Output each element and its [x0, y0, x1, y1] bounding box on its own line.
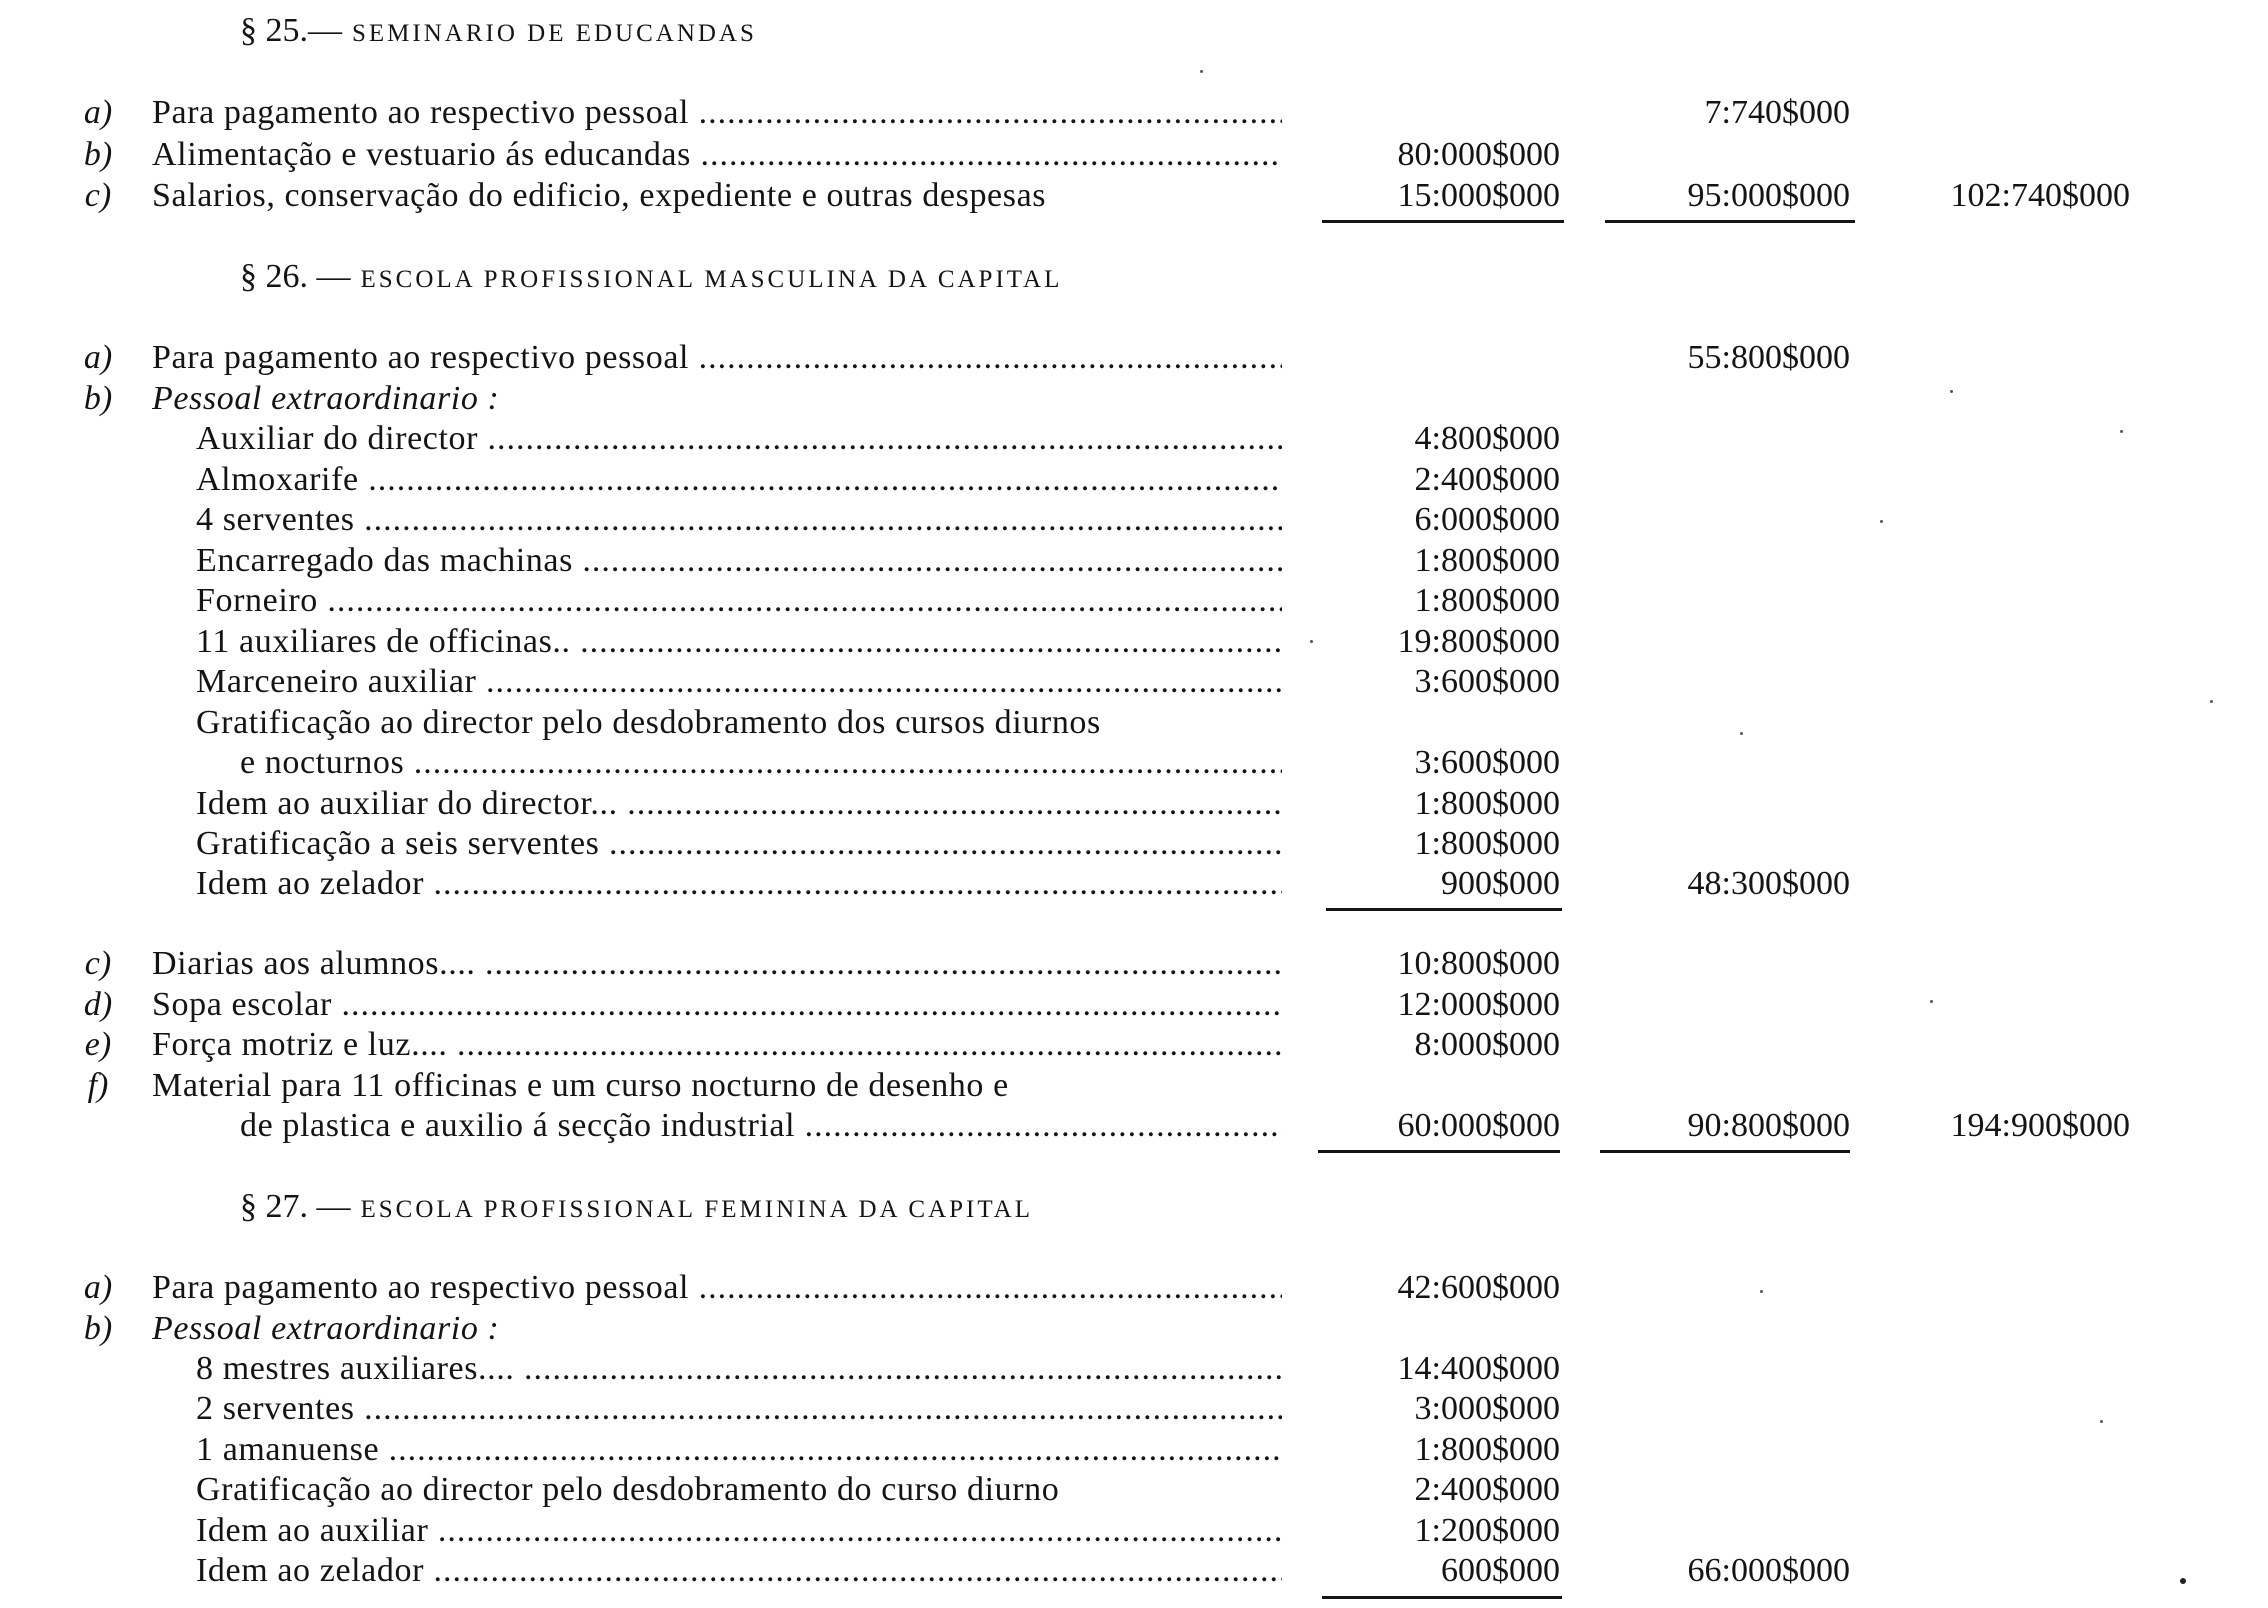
budget-line: [0, 581, 2268, 621]
line-text: Para pagamento ao respectivo pessoal .....: [152, 338, 1282, 378]
line-label: a): [83, 339, 113, 376]
amount-item: 1:800$000: [1414, 582, 1560, 619]
scan-speck: [1950, 390, 1953, 393]
amount-subtotal: 90:800$000: [1687, 1107, 1850, 1144]
line-text: Forneiro .....: [196, 581, 1282, 621]
line-text: Para pagamento ao respectivo pessoal .....: [152, 1268, 1282, 1308]
amount-item: 4:800$000: [1414, 420, 1560, 457]
line-label: a): [83, 1269, 113, 1306]
budget-line: [0, 1106, 2268, 1146]
line-text: e nocturnos .....: [240, 743, 1282, 783]
line-label: b): [83, 380, 113, 417]
line-text: Encarregado das machinas .....: [196, 541, 1282, 581]
amount-item: 14:400$000: [1397, 1350, 1560, 1387]
amount-total: 194:900$000: [1950, 1107, 2130, 1144]
line-text: Gratificação a seis serventes .....: [196, 824, 1282, 864]
line-label: c): [84, 945, 112, 982]
line-text: 11 auxiliares de officinas.. .....: [196, 622, 1282, 662]
budget-line: [0, 985, 2268, 1025]
line-text: 2 serventes .....: [196, 1389, 1282, 1429]
budget-line: [0, 460, 2268, 500]
column-rule: [1318, 1150, 1560, 1153]
budget-line: [0, 338, 2268, 378]
amount-item: 1:200$000: [1414, 1512, 1560, 1549]
scan-speck: [1310, 640, 1313, 643]
line-label: f): [87, 1067, 109, 1104]
scan-speck: [1930, 1000, 1933, 1003]
line-text: de plastica e auxilio á secção industrial .....: [240, 1106, 1282, 1146]
line-text: Diarias aos alumnos.... .....: [152, 944, 1282, 984]
budget-line: [0, 622, 2268, 662]
line-text: Material para 11 officinas e um curso nocturno de desenho e: [152, 1067, 1009, 1104]
section-title: SEMINARIO DE EDUCANDAS: [352, 20, 757, 47]
budget-line: [0, 1551, 2268, 1591]
section-number: § 27. —: [240, 1188, 351, 1225]
section-title: ESCOLA PROFISSIONAL MASCULINA DA CAPITAL: [360, 266, 1063, 293]
section-heading: [240, 258, 1062, 296]
line-text: Sopa escolar .....: [152, 985, 1282, 1025]
amount-item: 80:000$000: [1397, 136, 1560, 173]
budget-line: [0, 743, 2268, 783]
amount-total: 102:740$000: [1950, 177, 2130, 214]
amount-item: 19:800$000: [1397, 623, 1560, 660]
budget-line: [0, 379, 2268, 419]
budget-line: [0, 824, 2268, 864]
budget-line: [0, 944, 2268, 984]
section-number: § 25.—: [240, 12, 342, 49]
amount-item: 6:000$000: [1414, 501, 1560, 538]
amount-subtotal: 95:000$000: [1687, 177, 1850, 214]
amount-item: 600$000: [1441, 1552, 1560, 1589]
line-text: Idem ao zelador .....: [196, 1551, 1282, 1591]
amount-subtotal: 48:300$000: [1687, 865, 1850, 902]
section-heading: [240, 12, 757, 50]
section-number: § 26. —: [240, 258, 351, 295]
line-text: Gratificação ao director pelo desdobramento do curso diurno: [196, 1471, 1060, 1508]
line-text: Almoxarife .....: [196, 460, 1282, 500]
line-label: c): [84, 177, 112, 214]
amount-item: 2:400$000: [1414, 1471, 1560, 1508]
budget-line: [0, 93, 2268, 133]
section-heading: [240, 1188, 1033, 1226]
scan-speck: [2180, 1578, 2186, 1584]
amount-subtotal: 66:000$000: [1687, 1552, 1850, 1589]
line-text: Salarios, conservação do edificio, expediente e outras despesas: [152, 177, 1047, 214]
budget-line: [0, 1309, 2268, 1349]
amount-item: 60:000$000: [1397, 1107, 1560, 1144]
line-label: b): [83, 136, 113, 173]
line-text: Força motriz e luz.... .....: [152, 1025, 1282, 1065]
amount-item: 2:400$000: [1414, 461, 1560, 498]
column-rule: [1600, 1150, 1850, 1153]
line-text: Alimentação e vestuario ás educandas .....: [152, 135, 1282, 175]
amount-item: 12:000$000: [1397, 986, 1560, 1023]
scan-speck: [1200, 70, 1203, 73]
budget-line: [0, 1470, 2268, 1510]
line-text: 1 amanuense .....: [196, 1430, 1282, 1470]
section-title: ESCOLA PROFISSIONAL FEMININA DA CAPITAL: [360, 1196, 1033, 1223]
scan-speck: [1880, 520, 1883, 523]
column-rule: [1326, 908, 1562, 911]
amount-item: 900$000: [1441, 865, 1560, 902]
budget-line: [0, 662, 2268, 702]
scan-speck: [2210, 700, 2213, 703]
budget-line: [0, 1349, 2268, 1389]
amount-subtotal: 55:800$000: [1687, 339, 1850, 376]
line-text: Pessoal extraordinario :: [152, 380, 500, 417]
line-text: Marceneiro auxiliar .....: [196, 662, 1282, 702]
budget-line: [0, 500, 2268, 540]
budget-line: [0, 135, 2268, 175]
amount-item: 1:800$000: [1414, 542, 1560, 579]
line-text: Pessoal extraordinario :: [152, 1310, 500, 1347]
line-text: 4 serventes .....: [196, 500, 1282, 540]
budget-line: [0, 176, 2268, 216]
scan-speck: [2120, 430, 2123, 433]
budget-line: [0, 1511, 2268, 1551]
budget-line: [0, 784, 2268, 824]
line-text: Auxiliar do director .....: [196, 419, 1282, 459]
line-text: Idem ao zelador .....: [196, 864, 1282, 904]
budget-line: [0, 703, 2268, 743]
budget-line: [0, 1268, 2268, 1308]
line-text: 8 mestres auxiliares.... .....: [196, 1349, 1282, 1389]
line-label: b): [83, 1310, 113, 1347]
amount-item: 8:000$000: [1414, 1026, 1560, 1063]
amount-item: 3:600$000: [1414, 663, 1560, 700]
line-text: Idem ao auxiliar .....: [196, 1511, 1282, 1551]
amount-item: 3:000$000: [1414, 1390, 1560, 1427]
scan-speck: [2100, 1420, 2103, 1423]
line-label: e): [84, 1026, 112, 1063]
amount-item: 42:600$000: [1397, 1269, 1560, 1306]
budget-line: [0, 1025, 2268, 1065]
budget-line: [0, 1430, 2268, 1470]
amount-item: 10:800$000: [1397, 945, 1560, 982]
line-text: Para pagamento ao respectivo pessoal .....: [152, 93, 1282, 133]
amount-item: 1:800$000: [1414, 825, 1560, 862]
budget-line: [0, 541, 2268, 581]
line-text: Idem ao auxiliar do director... .....: [196, 784, 1282, 824]
budget-line: [0, 1389, 2268, 1429]
budget-line: [0, 419, 2268, 459]
amount-item: 1:800$000: [1414, 785, 1560, 822]
line-label: a): [83, 94, 113, 131]
budget-line: [0, 1066, 2268, 1106]
scan-speck: [1740, 732, 1743, 735]
scan-speck: [1760, 1290, 1763, 1293]
budget-line: [0, 864, 2268, 904]
column-rule: [1322, 220, 1564, 223]
amount-subtotal: 7:740$000: [1704, 94, 1850, 131]
column-rule: [1605, 220, 1855, 223]
line-text: Gratificação ao director pelo desdobramento dos cursos diurnos: [196, 704, 1101, 741]
amount-item: 3:600$000: [1414, 744, 1560, 781]
amount-item: 15:000$000: [1397, 177, 1560, 214]
line-label: d): [83, 986, 113, 1023]
amount-item: 1:800$000: [1414, 1431, 1560, 1468]
column-rule: [1322, 1596, 1562, 1599]
